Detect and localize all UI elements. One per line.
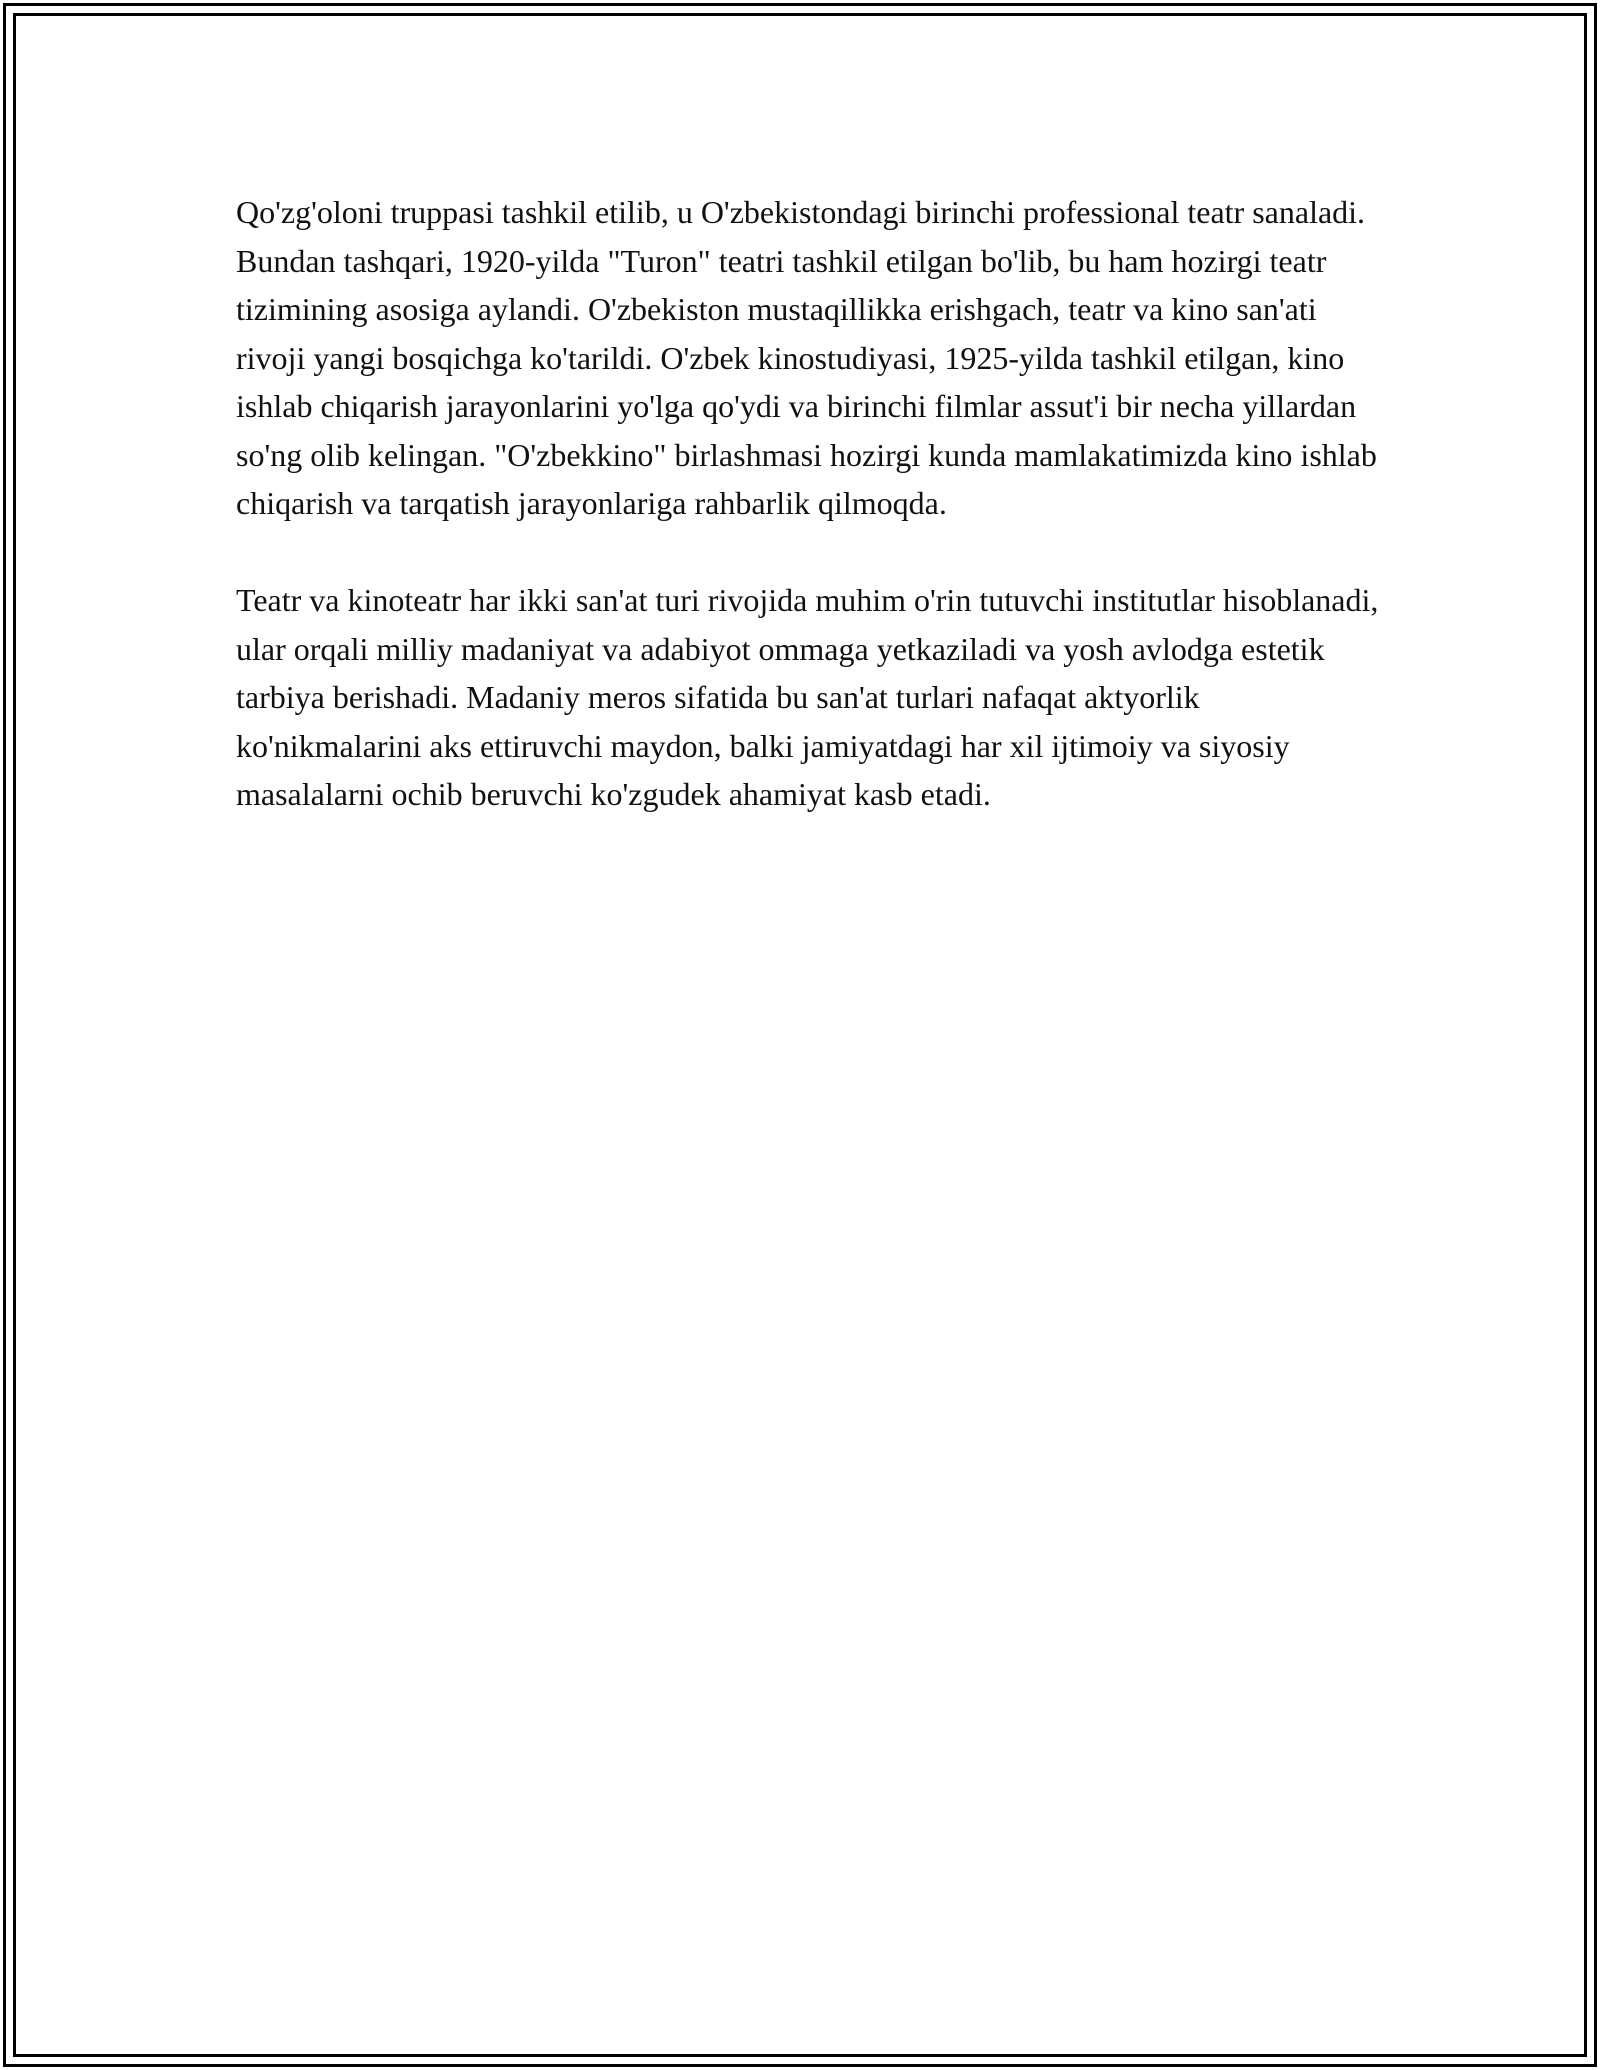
document-body [236, 188, 1386, 819]
paragraph: Qo'zg'oloni truppasi tashkil etilib, u O'zbekistondagi birinchi professional teatr sanaladi. Bundan tashqari, 1920-yilda "Turon" teatri tashkil etilgan bo'lib, bu ham hozirgi teatr tizimining asosiga aylandi. O'zbekiston mustaqillikka erishgach, teatr va kino san'ati rivoji yangi bosqichga ko'tarildi. O'zbek kinostudiyasi, 1925-yilda tashkil etilgan, kino ishlab chiqarish jarayonlarini yo'lga qo'ydi va birinchi filmlar assut'i bir necha yillardan so'ng olib kelingan. "O'zbekkino" birlashmasi hozirgi kunda mamlakatimizda kino ishlab chiqarish va tarqatish jarayonlariga rahbarlik qilmoqda. [236, 194, 1377, 521]
paragraph: Teatr va kinoteatr har ikki san'at turi rivojida muhim o'rin tutuvchi institutlar hisoblanadi, ular orqali milliy madaniyat va adabiyot ommaga yetkaziladi va yosh avlodga estetik tarbiya berishadi. Madaniy meros sifatida bu san'at turlari nafaqat aktyorlik ko'nikmalarini aks ettiruvchi maydon, balki jamiyatdagi har xil ijtimoiy va siyosiy masalalarni ochib beruvchi ko'zgudek ahamiyat kasb etadi. [236, 582, 1379, 812]
